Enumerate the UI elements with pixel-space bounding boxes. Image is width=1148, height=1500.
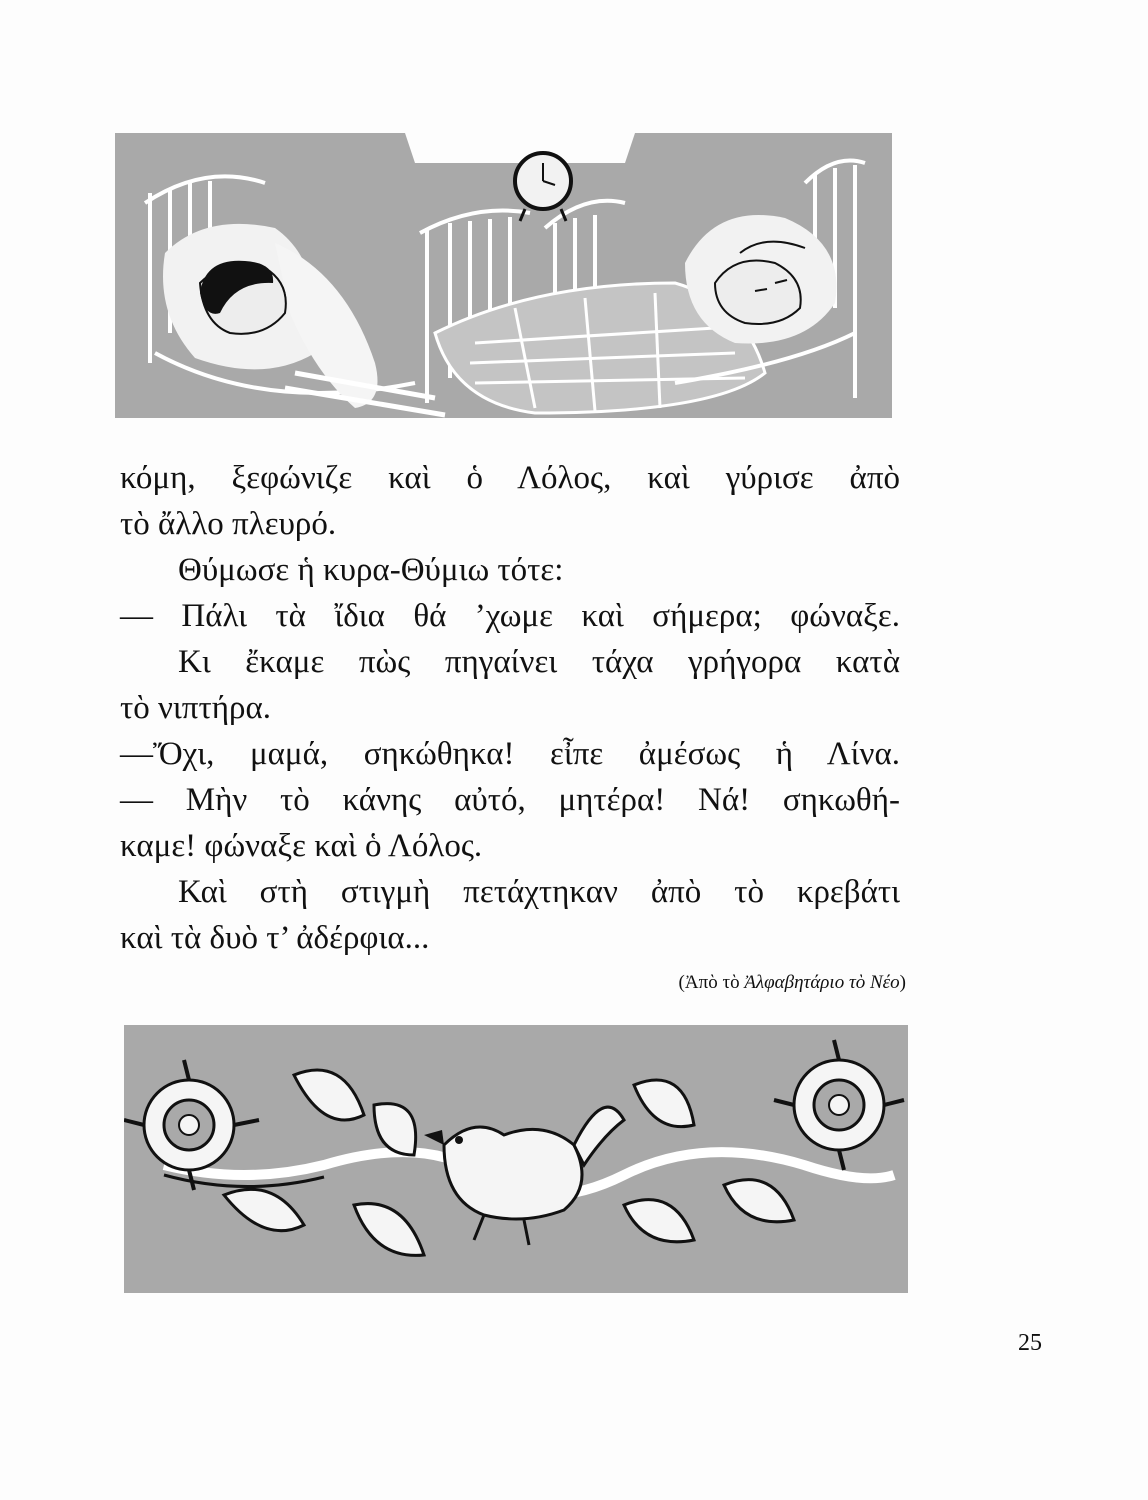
- page-number: 25: [1018, 1330, 1042, 1356]
- text-line: τὸ νιπτήρα.: [120, 690, 271, 726]
- text-line: τὸ ἄλλο πλευρό.: [120, 506, 337, 542]
- text-line: —Ὄχι, μαμά, σηκώθηκα! εἶπε ἀμέσως ἡ Λίνα.: [120, 736, 900, 772]
- flower-icon: [774, 1040, 904, 1170]
- text-line: καμε! φώναξε καὶ ὁ Λόλος.: [120, 828, 483, 864]
- text-line: — Μὴν τὸ κάνης αὐτό, μητέρα! Νά! σηκωθή-: [120, 782, 900, 818]
- text-line: Θύμωσε ἡ κυρα-Θύμιω τότε:: [178, 552, 564, 588]
- text-line: κόμη, ξεφώνιζε καὶ ὁ Λόλος, καὶ γύρισε ἀπὸ: [120, 460, 900, 496]
- text-line: Καὶ στὴ στιγμὴ πετάχτηκαν ἀπὸ τὸ κρεβάτι: [178, 874, 900, 910]
- source-prefix: (Ἀπὸ τὸ: [678, 972, 740, 993]
- bird-icon: [424, 1107, 624, 1245]
- alarm-clock-icon: [515, 153, 571, 221]
- top-illustration: [115, 133, 892, 418]
- bottom-illustration: [124, 1025, 908, 1293]
- source-title: Ἀλφαβητάριο τὸ Νέο: [744, 972, 900, 993]
- text-line: καὶ τὰ δυὸ τ’ ἀδέρφια...: [120, 920, 430, 956]
- source-suffix: ): [899, 972, 906, 993]
- source-citation: [679, 972, 906, 994]
- text-line: — Πάλι τὰ ἴδια θά ’χωμε καὶ σήμερα; φώναξε.: [120, 598, 900, 634]
- story-text: [120, 455, 900, 961]
- text-line: Κι ἔκαμε πὼς πηγαίνει τάχα γρήγορα κατὰ: [178, 644, 900, 680]
